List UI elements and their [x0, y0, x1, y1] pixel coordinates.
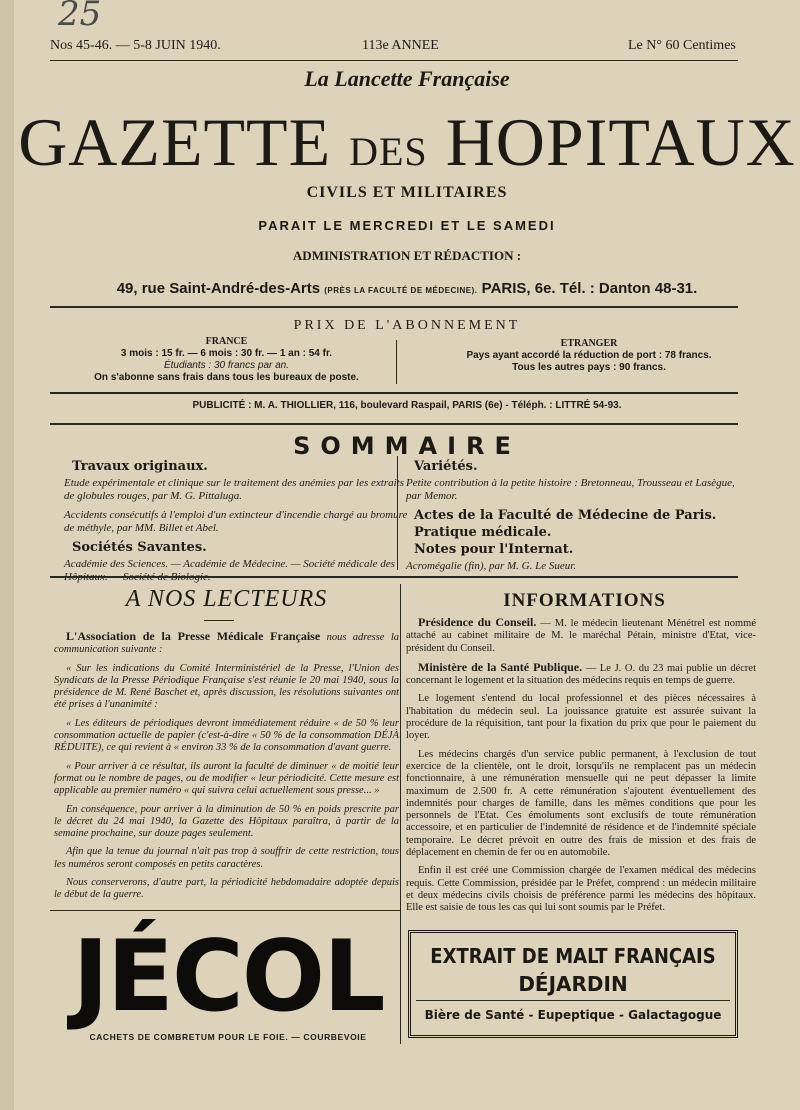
jecol-advertisement: JÉCOL [72, 920, 384, 1034]
lecteurs-p7: Nous conserverons, d'autre part, la périodicité hebdomadaire adoptée depuis le début de la guerre. [54, 877, 399, 901]
masthead-rule [50, 306, 738, 308]
info-p2-head: Ministère de la Santé Publique. [418, 659, 583, 674]
toc-item-extincteur: Accidents consécutifs à l'emploi d'un extincteur d'incendie chargé au bromure de méthyle, par MM. Billet et Abel. [64, 509, 408, 534]
lecteurs-article [54, 630, 399, 908]
supertitle: La Lancette Française [304, 66, 510, 91]
address-street: 49, rue Saint-André-des-Arts [116, 280, 321, 297]
subscription-rule [50, 392, 738, 394]
masthead-hopitaux: HOPITAUX [445, 104, 796, 180]
subscription-title: PRIX DE L'ABONNEMENT [293, 318, 521, 333]
france-students: Étudiants : 30 francs par an. [163, 360, 290, 371]
sommaire-right-column [406, 458, 751, 579]
info-p1-head: Présidence du Conseil. [418, 615, 537, 629]
toc-heading-societes: Sociétés Savantes. [72, 540, 207, 555]
lecteurs-title: A NOS LECTEURS [125, 586, 328, 612]
france-heading: FRANCE [205, 336, 248, 347]
address-line [14, 280, 800, 297]
year-label: 113e ANNEE [362, 38, 439, 53]
publicite-rule [50, 423, 738, 425]
address-near: (PRÈS LA FACULTÉ DE MÉDECINE). [324, 286, 478, 295]
subscription-france [54, 336, 399, 384]
informations-title: INFORMATIONS [503, 590, 666, 611]
subscription-foreign [409, 338, 769, 374]
info-p1: — M. le médecin lieutenant Ménétrel est nommé attaché au cabinet militaire de M. le maréchal Pétain, ministre d'Etat, vice-président du Conseil. [406, 618, 757, 654]
advertising-contact: PUBLICITÉ : M. A. THIOLLIER, 116, boulevard Raspail, PARIS (6e) - Téléph. : LITTRÉ 54-93. [192, 400, 622, 411]
france-note: On s'abonne sans frais dans tous les bureaux de poste. [94, 372, 359, 383]
sommaire-left-column [64, 458, 409, 590]
lecteurs-p1-bold: L'Association de la Presse Médicale Française [66, 629, 321, 643]
toc-item-academies: Académie des Sciences. — Académie de Médecine. — Société médicale des Hôpitaux. — Société de Biologie. [64, 558, 395, 583]
malt-headline: EXTRAIT DE MALT FRANÇAIS [430, 944, 716, 968]
handwritten-page-number: 25 [58, 0, 102, 34]
jecol-caption: CACHETS DE COMBRETUM POUR LE FOIE. — COURBEVOIE [89, 1032, 367, 1042]
malt-tagline: Bière de Santé - Eupeptique - Galactagogue [424, 1008, 722, 1022]
toc-heading-varietes: Variétés. [414, 459, 478, 474]
issue-price: Le N° 60 Centimes [628, 38, 736, 53]
issue-number: Nos 45-46. — 5-8 JUIN 1940. [50, 38, 221, 53]
lecteurs-title-rule [204, 620, 234, 621]
publication-schedule: PARAIT LE MERCREDI ET LE SAMEDI [258, 218, 556, 233]
lecteurs-end-rule [50, 910, 400, 911]
lecteurs-p4: « Pour arriver à ce résultat, ils auront la faculté de diminuer « de moitié leur format ou le nombre de pages, ou de modifier « leur périodicité. Cette mesure est applicable au premier numéro « qui suivra celui actuellement sous presse... » [54, 760, 399, 797]
subscription-divider [396, 340, 397, 384]
foreign-heading: ETRANGER [560, 338, 618, 349]
info-p4: Les médecins chargés d'un service public permanent, à l'exclusion de tout exercice de la clientèle, ont le droit, lorsqu'ils ne remplacent pas un médecin fonctionnaire, à une rémunération mensuelle qui ne peut dépasser la limite maximum de 2.500 fr. A cette rémunération s'ajoutent éventuellement des indemnités pour charges de famille, dans les mêmes conditions que pour les personnels de l'Etat. Ces émoluments sont exclusifs de toute rémunération accessoire, et en particulier de l'indemnité de résidence et de l'indemnité spéciale temporaire. Le décret prévoit en outre des frais de mission et des frais de déplacement en chemin de fer ou en automobile. [406, 748, 756, 859]
france-rates: 3 mois : 15 fr. — 6 mois : 30 fr. — 1 an : 54 fr. [120, 348, 333, 359]
masthead-title [14, 102, 800, 192]
sommaire-divider [397, 456, 398, 570]
toc-item-histoire: Petite contribution à la petite histoire : Bretonneau, Trousseau et Lasègue, par Memor. [406, 477, 735, 502]
lecteurs-p2: « Sur les indications du Comité Interministériel de la Presse, l'Union des Syndicats de la Presse Périodique Française s'est réunie le 20 mai 1940, sous la présidence de M. René Baschet et, après discussion, les résolutions suivantes ont été prises à l'unanimité : [54, 662, 399, 711]
lecteurs-p1-rest: nous adresse la communication suivante : [54, 632, 400, 656]
top-rule [50, 60, 738, 61]
toc-heading-pratique: Pratique médicale. [414, 525, 552, 540]
lecteurs-p5: En conséquence, pour arriver à la diminution de 50 % en poids prescrite par le décret du 24 mai 1940, la Gazette des Hôpitaux paraîtra, à partir de la semaine prochaine, sur douze pages seulement. [54, 803, 399, 840]
address-phone: Tél. : Danton 48-31. [559, 280, 698, 297]
toc-heading-travaux: Travaux originaux. [72, 459, 208, 474]
toc-heading-internat: Notes pour l'Internat. [414, 542, 574, 557]
masthead-subtitle: CIVILS ET MILITAIRES [306, 184, 508, 201]
masthead-des: DES [349, 129, 428, 174]
toc-item-anemies: Etude expérimentale et clinique sur le traitement des anémies par les extraits de globules rouges, par M. G. Pittaluga. [64, 477, 405, 502]
foreign-rate-2: Tous les autres pays : 90 francs. [512, 362, 666, 373]
sommaire-title: SOMMAIRE [293, 432, 521, 460]
address-city: PARIS, 6e. [481, 280, 556, 297]
masthead-gazette: GAZETTE [18, 104, 332, 180]
info-p3: Le logement s'entend du local professionnel et des pièces nécessaires à l'habitation du médecin seul. La jouissance gratuite est assurée suivant la procédure de la réquisition, tant pour la fixation du prix que pour le paiement du loyer. [406, 693, 756, 742]
info-p2: — Le J. O. du 23 mai publie un décret concernant le logement et la situation des médecins requis en temps de guerre. [406, 662, 756, 687]
foreign-rate-1: Pays ayant accordé la réduction de port : 78 francs. [466, 350, 712, 361]
info-p5: Enfin il est créé une Commission chargée de l'examen médical des médecins requis. Cette Commission, présidée par le Préfet, comprend : un médecin militaire et deux médecins civils choisis de préférence parmi les médecins des hôpitaux. Elle est saisie de tous les cas qui lui sont soumis par le Préfet. [406, 865, 756, 914]
lecteurs-p6: Afin que la tenue du journal n'ait pas trop à souffrir de cette restriction, tous les numéros seront composés en petits caractères. [54, 846, 399, 870]
lecteurs-p3: « Les éditeurs de périodiques devront immédiatement réduire « de 50 % leur consommation actuelle de papier (c'est-à-dire « 50 % de la consommation DÉJÀ RÉDUITE), ce qui revient à « environ 33 % de la consommation d'avant guerre. [54, 717, 399, 754]
toc-heading-actes: Actes de la Faculté de Médecine de Paris. [414, 508, 717, 523]
sommaire-rule [50, 576, 738, 578]
newspaper-page [14, 0, 800, 1110]
toc-item-acromegalie: Acromégalie (fin), par M. G. Le Sueur. [406, 560, 577, 572]
malt-inner-rule [416, 1000, 730, 1001]
malt-brand: DÉJARDIN [518, 972, 628, 996]
administration-label: ADMINISTRATION ET RÉDACTION : [292, 248, 522, 263]
informations-article [406, 616, 756, 921]
